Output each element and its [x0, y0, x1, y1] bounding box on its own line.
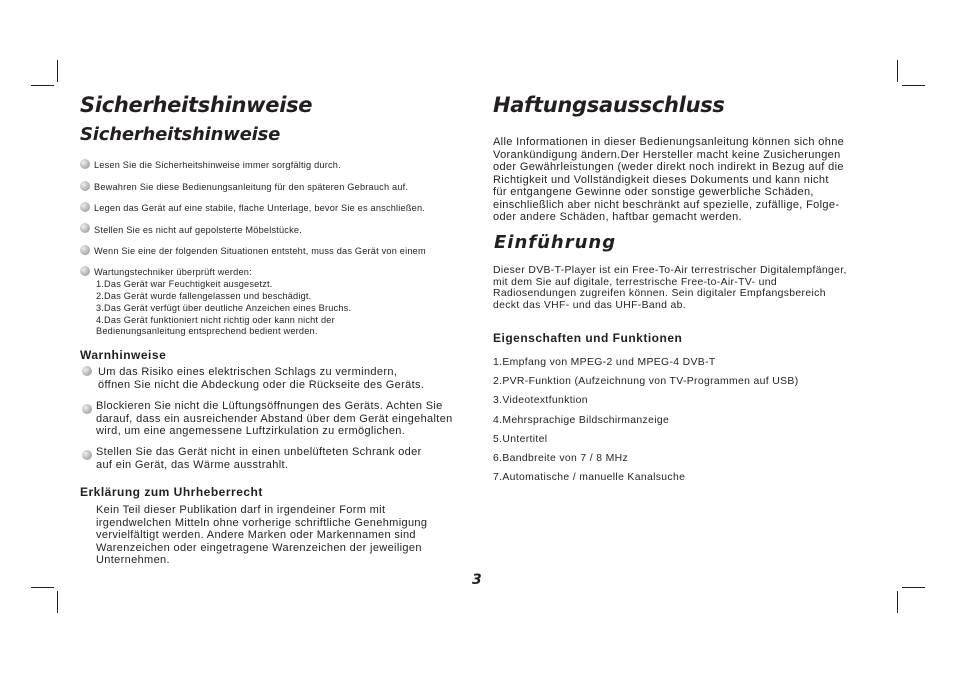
safety-item: Bewahren Sie diese Bedienungsanleitung für den späteren Gebrauch auf. [94, 182, 409, 192]
sublist-item: 3.Das Gerät verfügt über deutliche Anzeichen eines Bruchs. [96, 303, 352, 313]
crop-mark [57, 591, 58, 613]
intro-title: Einführung [494, 232, 617, 253]
warnings-heading: Warnhinweise [80, 348, 167, 362]
warning-line: darauf, dass ein ausreichender Abstand über dem Gerät eingehalten [96, 412, 453, 425]
bullet-icon [82, 366, 92, 376]
intro-line: Dieser DVB-T-Player ist ein Free-To-Air terrestrischer Digitalempfänger, [493, 265, 847, 276]
intro-text [493, 265, 847, 311]
copyright-line: Kein Teil dieser Publikation darf in irgendeiner Form mit [96, 504, 386, 516]
bullet-icon [80, 223, 90, 233]
safety-item: Wartungstechniker überprüft werden: [94, 267, 252, 277]
bullet-icon [80, 266, 90, 276]
disclaimer-line: Vorankündigung ändern.Der Hersteller macht keine Zusicherungen [493, 148, 841, 161]
feature-item: 2.PVR-Funktion (Aufzeichnung von TV-Programmen auf USB) [493, 376, 799, 388]
section-subtitle: Sicherheitshinweise [80, 124, 281, 145]
section-title: Haftungsausschluss [493, 93, 725, 117]
copyright-line: Warenzeichen oder eingetragene Warenzeichen der jeweiligen [96, 541, 422, 554]
feature-item: 3.Videotextfunktion [493, 395, 588, 407]
feature-item: 6.Bandbreite von 7 / 8 MHz [493, 452, 629, 464]
warning-item [98, 366, 424, 391]
crop-mark [31, 85, 54, 86]
bullet-icon [82, 404, 92, 414]
intro-line: Radiosendungen zugreifen können. Sein digitaler Empfangsbereich [493, 288, 826, 299]
copyright-line: irgendwelchen Mitteln ohne vorherige schriftliche Genehmigung [96, 516, 428, 529]
intro-line: deckt das VHF- und das UHF-Band ab. [493, 299, 687, 311]
section-title: Sicherheitshinweise [80, 93, 313, 117]
crop-mark [57, 60, 58, 82]
page-number: 3 [472, 572, 482, 588]
bullet-icon [80, 202, 90, 212]
disclaimer-line: oder Gewährleistungen (weder direkt noch indirekt in Bezug auf die [493, 161, 844, 173]
bullet-icon [82, 450, 92, 460]
safety-item: Wenn Sie eine der folgenden Situationen entsteht, muss das Gerät von einem [94, 246, 426, 256]
disclaimer-line: oder andere Schäden, haftbar gemacht werden. [493, 211, 742, 223]
crop-mark [897, 591, 898, 613]
bullet-icon [80, 159, 90, 169]
crop-mark [897, 60, 898, 82]
features-heading: Eigenschaften und Funktionen [493, 331, 683, 345]
warning-line: Blockieren Sie nicht die Lüftungsöffnungen des Geräts. Achten Sie [96, 400, 443, 412]
disclaimer-line: Alle Informationen in dieser Bedienungsanleitung können sich ohne [493, 136, 845, 148]
warning-item [96, 446, 422, 471]
feature-item: 4.Mehrsprachige Bildschirmanzeige [493, 414, 670, 426]
feature-item: 1.Empfang von MPEG-2 und MPEG-4 DVB-T [493, 357, 716, 368]
disclaimer-text [493, 136, 844, 224]
safety-item: Lesen Sie die Sicherheitshinweise immer sorgfältig durch. [94, 160, 341, 170]
warning-line: auf ein Gerät, das Wärme ausstrahlt. [96, 458, 289, 471]
bullet-icon [80, 181, 90, 191]
crop-mark [902, 85, 925, 86]
copyright-text [96, 504, 427, 567]
crop-mark [31, 587, 54, 588]
sublist-item: 4.Das Gerät funktioniert nicht richtig oder kann nicht der [96, 315, 335, 325]
sublist-item: Bedienungsanleitung entsprechend bedient werden. [96, 326, 318, 336]
safety-item: Stellen Sie es nicht auf gepolsterte Möbelstücke. [94, 225, 302, 235]
warning-line: Stellen Sie das Gerät nicht in einen unbelüfteten Schrank oder [96, 446, 422, 458]
copyright-line: vervielfältigt werden. Andere Marken oder Markennamen sind [96, 529, 416, 541]
disclaimer-line: für entgangene Gewinne oder sonstige gewerbliche Schäden, [493, 186, 814, 198]
disclaimer-line: einschließlich aber nicht beschränkt auf spezielle, zufällige, Folge- [493, 198, 840, 211]
feature-item: 7.Automatische / manuelle Kanalsuche [493, 472, 686, 484]
sublist-item: 2.Das Gerät wurde fallengelassen und beschädigt. [96, 291, 312, 301]
safety-item: Legen das Gerät auf eine stabile, flache Unterlage, bevor Sie es anschließen. [94, 203, 426, 213]
disclaimer-line: Richtigkeit und Vollständigkeit dieses Dokuments und kann nicht [493, 173, 829, 186]
feature-item: 5.Untertitel [493, 433, 548, 445]
sublist-item: 1.Das Gerät war Feuchtigkeit ausgesetzt. [96, 279, 273, 289]
bullet-icon [80, 245, 90, 255]
copyright-heading: Erklärung zum Uhrheberrecht [80, 485, 263, 499]
warning-line: öffnen Sie nicht die Abdeckung oder die Rückseite des Geräts. [98, 378, 425, 391]
crop-mark [902, 587, 925, 588]
copyright-line: Unternehmen. [96, 554, 170, 566]
warning-line: Um das Risiko eines elektrischen Schlags zu vermindern, [98, 366, 398, 378]
features-list [493, 357, 799, 491]
warning-item [96, 400, 453, 438]
warning-line: wird, um eine angemessene Luftzirkulation zu ermöglichen. [96, 425, 406, 437]
intro-line: mit dem Sie auf digitale, terrestrische Free-to-Air-TV- und [493, 276, 777, 288]
